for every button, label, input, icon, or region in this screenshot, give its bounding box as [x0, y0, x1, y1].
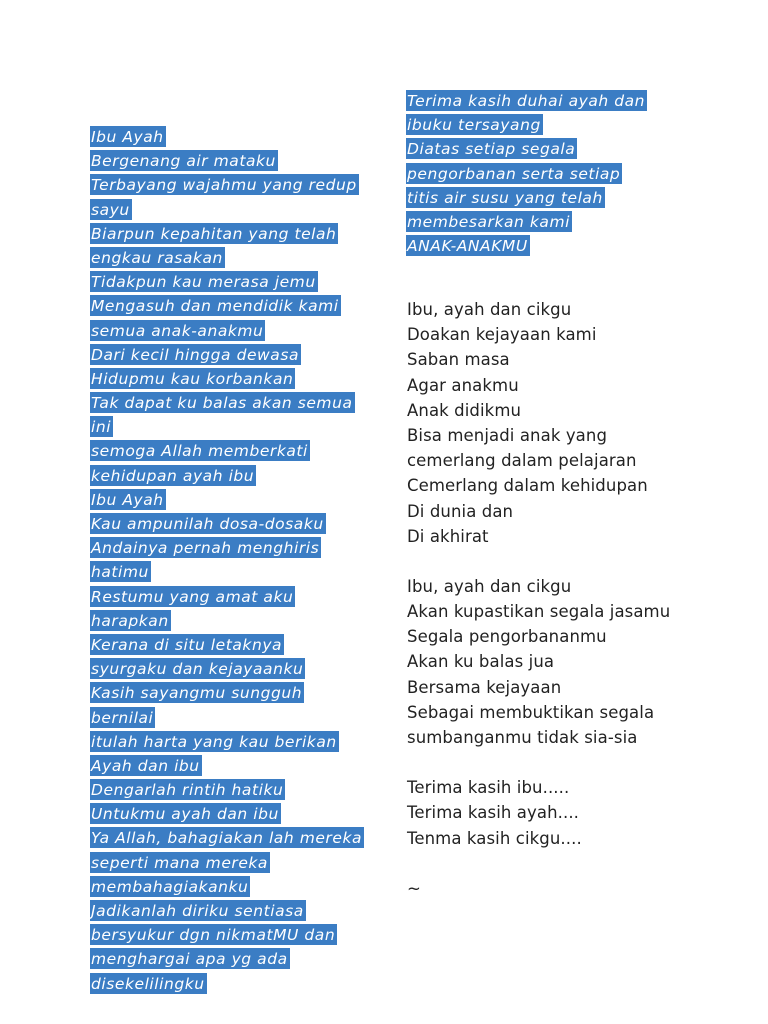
highlighted-text: Restumu yang amat aku — [91, 587, 294, 606]
highlighted-text: Ibu Ayah — [91, 490, 164, 509]
right-top-poem-line — [406, 89, 666, 113]
left-poem-line — [90, 125, 380, 149]
left-poem-line — [90, 560, 380, 584]
left-poem-line — [90, 585, 380, 609]
tilde-mark: ~ — [407, 878, 421, 898]
highlighted-text: membahagiakanku — [91, 877, 249, 896]
left-poem-line — [90, 851, 380, 875]
stanza3-line: Terima kasih ayah.... — [407, 803, 580, 823]
highlighted-text: kehidupan ayah ibu — [91, 466, 255, 485]
highlighted-text: Tidakpun kau merasa jemu — [91, 273, 316, 292]
highlighted-text: Andainya pernah menghiris — [91, 539, 320, 558]
right-plain-column — [407, 297, 707, 901]
highlighted-text: itulah harta yang kau berikan — [91, 732, 337, 751]
highlighted-text: Jadikanlah diriku sentiasa — [91, 902, 304, 920]
highlighted-text: Terbayang wajahmu yang redup — [91, 176, 357, 195]
highlighted-text: semua anak-anakmu — [91, 321, 264, 340]
left-poem-line — [90, 826, 380, 850]
stanza1-line: cemerlang dalam pelajaran — [407, 451, 637, 471]
left-poem-line — [90, 947, 380, 971]
left-poem-line — [90, 972, 380, 996]
left-poem-line — [90, 415, 380, 439]
left-poem-column — [90, 125, 380, 996]
highlighted-text: Terima kasih duhai ayah dan — [407, 92, 646, 110]
stanza1-line: Agar anakmu — [407, 375, 519, 395]
right-top-poem-line — [406, 162, 666, 186]
highlighted-text: pengorbanan serta setiap — [407, 164, 621, 183]
left-poem-line — [90, 681, 380, 705]
stanza1-line: Saban masa — [407, 350, 510, 370]
highlighted-text: membesarkan kami — [407, 212, 570, 231]
stanza3-line: Tenma kasih cikgu.... — [407, 828, 582, 848]
highlighted-text: harapkan — [91, 611, 169, 630]
right-top-poem-line — [406, 186, 666, 210]
highlighted-text: Kasih sayangmu sungguh — [91, 684, 303, 703]
right-top-poem-line — [406, 137, 666, 161]
left-poem-line — [90, 488, 380, 512]
left-poem-line — [90, 439, 380, 463]
highlighted-text: Ya Allah, bahagiakan lah mereka — [91, 829, 363, 848]
left-poem-line — [90, 391, 380, 415]
right-top-poem-line — [406, 210, 666, 234]
left-poem-line — [90, 657, 380, 681]
stanza3-line: Terima kasih ibu..... — [407, 778, 570, 798]
stanza2-line: Segala pengorbananmu — [407, 627, 607, 647]
highlighted-text: Ayah dan ibu — [91, 756, 200, 775]
highlighted-text: Diatas setiap segala — [407, 140, 576, 159]
highlighted-text: Ibu Ayah — [91, 128, 164, 146]
highlighted-text: syurgaku dan kejayaanku — [91, 660, 304, 679]
stanza2-line: Sebagai membuktikan segala — [407, 702, 655, 722]
stanza1-line: Doakan kejayaan kami — [407, 325, 597, 345]
highlighted-text: Tak dapat ku balas akan semua — [91, 394, 353, 413]
stanza1-line: Ibu, ayah dan cikgu — [407, 300, 572, 319]
highlighted-text: ini — [91, 418, 112, 437]
highlighted-text: bernilai — [91, 708, 154, 727]
highlighted-text: Kau ampunilah dosa-dosaku — [91, 515, 324, 533]
right-top-poem-line — [406, 113, 666, 137]
left-poem-line — [90, 367, 380, 391]
stanza1-line: Anak didikmu — [407, 400, 522, 420]
highlighted-text: menghargai apa yg ada — [91, 950, 288, 969]
right-top-poem-line — [406, 234, 666, 258]
left-poem-line — [90, 319, 380, 343]
left-poem-line — [90, 536, 380, 560]
highlighted-text: semoga Allah memberkati — [91, 442, 308, 461]
left-poem-line — [90, 633, 380, 657]
highlighted-text: titis air susu yang telah — [407, 188, 603, 207]
highlighted-text: hatimu — [91, 563, 149, 582]
left-poem-line — [90, 198, 380, 222]
stanza1-line: Bisa menjadi anak yang — [407, 425, 608, 445]
left-poem-line — [90, 754, 380, 778]
left-poem-line — [90, 609, 380, 633]
stanza2-line: Akan kupastikan segala jasamu — [407, 602, 671, 622]
left-poem-line — [90, 246, 380, 270]
highlighted-text: ANAK-ANAKMU — [407, 237, 528, 256]
highlighted-text: disekelilingku — [91, 974, 205, 993]
left-poem-line — [90, 343, 380, 367]
stanza1-line: Di akhirat — [407, 526, 489, 546]
left-poem-line — [90, 875, 380, 899]
left-poem-line — [90, 899, 380, 923]
left-poem-line — [90, 923, 380, 947]
highlighted-text: Untukmu ayah dan ibu — [91, 805, 279, 824]
left-poem-line — [90, 222, 380, 246]
stanza2-line: Akan ku balas jua — [407, 652, 555, 672]
left-poem-line — [90, 270, 380, 294]
left-poem-line — [90, 294, 380, 318]
highlighted-text: Dengarlah rintih hatiku — [91, 781, 284, 800]
highlighted-text: Mengasuh dan mendidik kami — [91, 297, 339, 316]
highlighted-text: ibuku tersayang — [407, 116, 541, 135]
left-poem-line — [90, 778, 380, 802]
left-poem-line — [90, 802, 380, 826]
highlighted-text: sayu — [91, 200, 130, 219]
left-poem-line — [90, 464, 380, 488]
highlighted-text: seperti mana mereka — [91, 853, 268, 872]
highlighted-text: Biarpun kepahitan yang telah — [91, 224, 337, 243]
left-poem-line — [90, 706, 380, 730]
highlighted-text: Kerana di situ letaknya — [91, 635, 283, 654]
left-poem-line — [90, 730, 380, 754]
stanza1-line: Di dunia dan — [407, 501, 514, 521]
stanza2-line: sumbanganmu tidak sia-sia — [407, 728, 638, 747]
right-highlighted-column — [406, 89, 666, 258]
stanza-gap — [407, 851, 707, 876]
highlighted-text: Dari kecil hingga dewasa — [91, 345, 299, 364]
stanza2-line: Ibu, ayah dan cikgu — [407, 576, 572, 596]
left-poem-line — [90, 149, 380, 173]
stanza-gap — [407, 750, 707, 775]
stanza2-line: Bersama kejayaan — [407, 677, 562, 697]
highlighted-text: bersyukur dgn nikmatMU dan — [91, 926, 336, 945]
highlighted-text: Hidupmu kau korbankan — [91, 369, 294, 388]
left-poem-line — [90, 512, 380, 536]
left-poem-line — [90, 173, 380, 197]
highlighted-text: Bergenang air mataku — [91, 152, 276, 171]
highlighted-text: engkau rasakan — [91, 248, 223, 267]
stanza-gap — [407, 549, 707, 574]
stanza1-line: Cemerlang dalam kehidupan — [407, 476, 648, 496]
